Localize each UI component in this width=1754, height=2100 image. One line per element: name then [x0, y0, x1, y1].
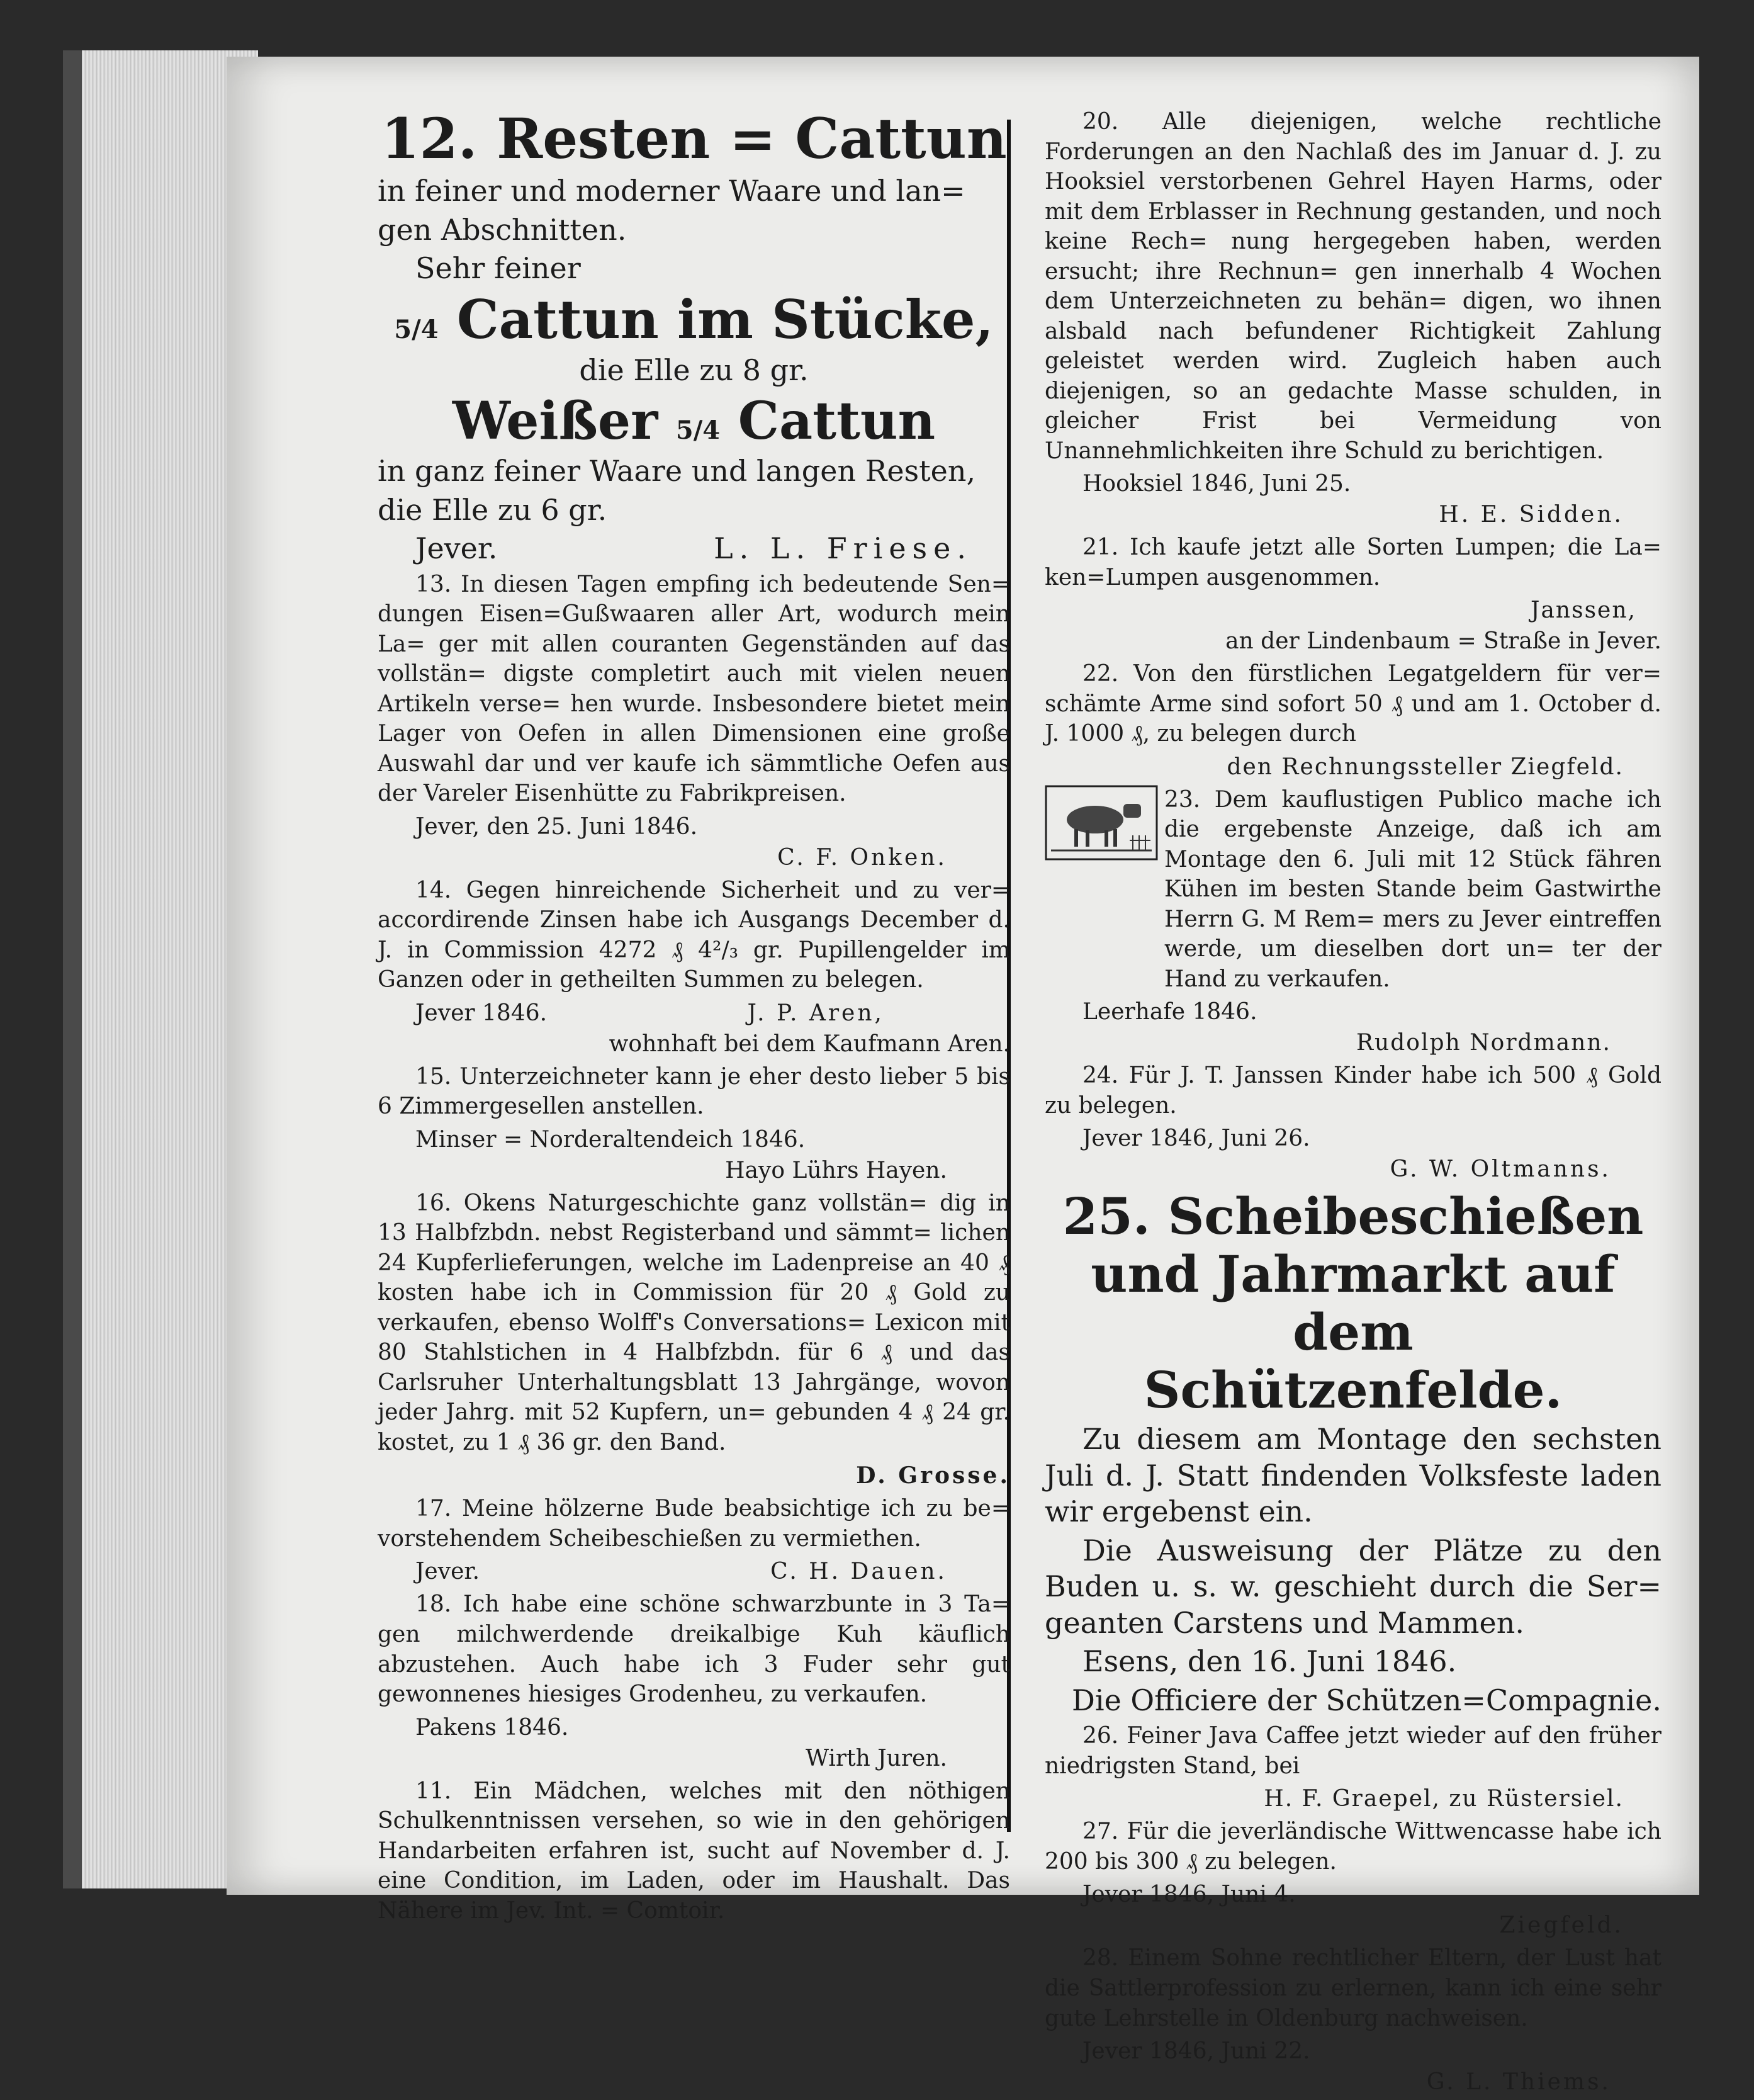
ad23-signature: Rudolph Nordmann. [1356, 1030, 1611, 1056]
ad17-signature: C. H. Dauen. [770, 1559, 947, 1585]
ad14-signature2: wohnhaft bei dem Kaufmann Aren. [609, 1030, 1010, 1057]
ad12-line2: gen Abschnitten. [378, 212, 627, 247]
ad28-date: Jever 1846, Juni 22. [1082, 2038, 1310, 2065]
ad15-place: Minser = Norderaltendeich 1846. [415, 1126, 806, 1153]
left-column [378, 107, 1010, 1931]
ad28-text: 28. Einem Sohne rechtlicher Eltern, der Lust hat die Sattlerprofession zu erlernen, kann ich eine sehr gute Lehrstelle in Oldenburg nachweisen. [1045, 1945, 1661, 2031]
newspaper-page [227, 57, 1699, 2096]
ad15-text: 15. Unterzeichneter kann je eher desto lieber 5 bis 6 Zimmergesellen anstellen. [378, 1063, 1010, 1120]
ad12-title3 [378, 392, 1010, 451]
ad16-signature: D. Grosse. [856, 1462, 1010, 1489]
ad12-signature: L. L. Friese. [714, 531, 972, 566]
ad21-text: 21. Ich kaufe jetzt alle Sorten Lumpen; die La= ken=Lumpen ausgenommen. [1045, 534, 1661, 590]
ad-21 [1045, 533, 1661, 654]
ad21-signature: Janssen, [1531, 597, 1636, 624]
ad-12 [378, 107, 1010, 567]
ad25-date: Esens, den 16. Juni 1846. [1082, 1644, 1457, 1679]
ad24-date: Jever 1846, Juni 26. [1082, 1126, 1310, 1152]
ad25-number: 25. [1062, 1187, 1150, 1246]
ad-27 [1045, 1817, 1661, 1938]
ad12-line3: in ganz feiner Waare und langen Resten, [378, 454, 976, 488]
ad20-text: 20. Alle diejenigen, welche rechtliche Forderungen an den Nachlaß des im Januar d. J. zu Hooksiel verstorbenen Gehrel Hayen Harms, oder mit dem Erblasser in Rechnung gestanden, und noch keine Rech= nung hergegeben haben, werden ersucht; ihre Rechnun= gen innerhalb 4 Wochen dem Unterzeichneten zu behän= digen, wo ihnen alsbald nach befundener Richtigkeit Zahlung geleistet werden wird. Zugleich haben auch diejenigen, so an gedachte Masse schulden, in gleicher Frist bei Vermeidung von Unannehmlichkeiten ihre Schuld zu berichtigen. [1045, 109, 1661, 464]
ad17-place: Jever. [415, 1559, 480, 1585]
ad25-title2: und Jahrmarkt auf dem [1091, 1245, 1616, 1362]
ad28-signature: G. L. Thiems. [1426, 2069, 1611, 2096]
ad-18 [378, 1589, 1010, 1771]
ad12-title-text: Resten = Cattun [497, 106, 1007, 171]
ad18-signature: Wirth Juren. [806, 1745, 947, 1771]
ad-16 [378, 1188, 1010, 1489]
ad12-title3b: Cattun [738, 390, 936, 451]
ad-17 [378, 1494, 1010, 1589]
ad12-title3a: Weißer [452, 390, 658, 451]
ad12-fraction2: 5/4 [675, 415, 721, 445]
ad18-text: 18. Ich habe eine schöne schwarzbunte in 3 Ta= gen milchwerdende dreikalbige Kuh käuflich abzustehen. Auch habe ich 3 Fuder sehr gut gewonnenes hiesiges Grodenheu, zu verkaufen. [378, 1591, 1010, 1708]
ad12-footer [378, 531, 1010, 567]
ad14-text: 14. Gegen hinreichende Sicherheit und zu ver= accordirende Zinsen habe ich Ausgangs December d. J. in Commission 4272 ₰ 4²/₃ gr. Pupillengelder im Ganzen oder in getheilten Summen zu belegen. [378, 877, 1010, 993]
ad-28 [1045, 1943, 1661, 2095]
ad25-paragraph1: Zu diesem am Montage den sechsten Juli d. J. Statt findenden Volksfeste laden wir ergebenst ein. [1045, 1422, 1661, 1529]
ad-13 [378, 570, 1010, 871]
ad23-place: Leerhafe 1846. [1082, 999, 1257, 1025]
ad27-text: 27. Für die jeverländische Wittwencasse habe ich 200 bis 300 ₰ zu belegen. [1045, 1819, 1661, 1875]
ad12-price1: die Elle zu 8 gr. [579, 353, 809, 388]
ad-23 [1045, 785, 1661, 1056]
ad-22 [1045, 659, 1661, 780]
ad21-signature2: an der Lindenbaum = Straße in Jever. [1225, 628, 1661, 655]
ad20-date: Hooksiel 1846, Juni 25. [1082, 471, 1351, 497]
ad14-place: Jever 1846. [415, 1000, 548, 1026]
ad17-text: 17. Meine hölzerne Bude beabsichtige ich zu be= vorstehendem Scheibeschießen zu vermiethen. [378, 1496, 1010, 1552]
ad26-text: 26. Feiner Java Caffee jetzt wieder auf den früher niedrigsten Stand, bei [1045, 1723, 1661, 1779]
ad12-fraction1: 5/4 [394, 314, 439, 344]
ad11-text: 11. Ein Mädchen, welches mit den nöthigen Schulkenntnissen versehen, so wie in den gehörigen Handarbeiten erfahren ist, sucht auf November d. J. eine Condition, im Laden, oder im Haushalt. Das Nähere im Jev. Int. = Comtoir. [378, 1778, 1010, 1924]
ad15-signature: Hayo Lührs Hayen. [725, 1157, 947, 1183]
ad12-line4: die Elle zu 6 gr. [378, 492, 607, 527]
ad-25 [1045, 1187, 1661, 1719]
ad12-line1: in feiner und moderner Waare und lan= [378, 174, 965, 208]
ad23-body [1045, 785, 1661, 1000]
ad14-signature: J. P. Aren, [747, 1000, 884, 1026]
ad12-sehr: Sehr feiner [415, 251, 581, 286]
cow-icon [1045, 785, 1158, 861]
ad25-title3: Schützenfelde. [1144, 1360, 1563, 1420]
ad22-signature: den Rechnungssteller Ziegfeld. [1227, 754, 1624, 780]
ad25-title1-text: Scheibeschießen [1167, 1187, 1644, 1246]
ad-11 [378, 1776, 1010, 1926]
ad26-signature: H. F. Graepel, zu Rüstersiel. [1264, 1786, 1624, 1812]
ad-15 [378, 1062, 1010, 1183]
ad16-text: 16. Okens Naturgeschichte ganz vollstän= dig in 13 Halbfzbdn. nebst Registerband und sämmt= lichen 24 Kupferlieferungen, welche im Ladenpreise an 40 ₰ kosten habe ich in Commission für 20 ₰ Gold zu verkaufen, ebenso Wolff's Conversations= Lexicon mit 80 Stahlstichen in 4 Halbfzbdn. für 6 ₰ und das Carlsruher Unterhaltungsblatt 13 Jahrgänge, wovon jeder Jahrg. mit 52 Kupfern, un= gebunden 4 ₰ 24 gr. kostet, zu 1 ₰ 36 gr. den Band. [378, 1190, 1010, 1455]
ad-26 [1045, 1721, 1661, 1812]
ad13-date: Jever, den 25. Juni 1846. [415, 813, 698, 840]
ad13-signature: C. F. Onken. [777, 844, 947, 871]
ad13-text: 13. In diesen Tagen empfing ich bedeutende Sen= dungen Eisen=Gußwaaren aller Art, wodurch mein La= ger mit allen couranten Gegenständen auf das vollstän= digste completirt auch mit vielen neuen Artikeln verse= hen wurde. Insbesondere bietet mein Lager von Oefen in allen Dimensionen eine große Auswahl dar und ver kaufe ich sämmtliche Oefen aus der Vareler Eisenhütte zu Fabrikpreisen. [378, 571, 1010, 807]
ad12-title [378, 107, 1010, 171]
ad12-title2-text: Cattun im Stücke, [456, 288, 994, 351]
ad14-footer [378, 1000, 1010, 1031]
ad23-text: 23. Dem kauflustigen Publico mache ich die ergebenste Anzeige, daß ich am Montage den 6. Juli mit 12 Stück fähren Kühen im besten Stande beim Gastwirthe Herrn G. M Rem= mers zu Jever eintreffen werde, um dieselben dort un= ter der Hand zu verkaufen. [1164, 786, 1661, 992]
ad-20 [1045, 107, 1661, 528]
ad12-number: 12. [381, 106, 478, 171]
ad25-paragraph2: Die Ausweisung der Plätze zu den Buden u. s. w. geschieht durch die Ser= geanten Carstens und Mammen. [1045, 1533, 1661, 1640]
ad12-place: Jever. [415, 531, 498, 566]
ad17-footer [378, 1559, 1010, 1589]
ad-24 [1045, 1061, 1661, 1182]
ad22-text: 22. Von den fürstlichen Legatgeldern für ver= schämte Arme sind sofort 50 ₰ und am 1. October d. J. 1000 ₰, zu belegen durch [1045, 661, 1661, 747]
ad-14 [378, 876, 1010, 1057]
ad24-signature: G. W. Oltmanns. [1390, 1156, 1611, 1183]
ad24-text: 24. Für J. T. Janssen Kinder habe ich 500 ₰ Gold zu belegen. [1045, 1063, 1661, 1119]
ad18-place: Pakens 1846. [415, 1714, 569, 1741]
ad27-date: Jever 1846, Juni 4. [1082, 1882, 1296, 1908]
ad12-title2 [378, 290, 1010, 351]
ad20-signature: H. E. Sidden. [1439, 502, 1624, 528]
right-column [1045, 107, 1661, 2100]
ad25-signature: Die Officiere der Schützen=Compagnie. [1071, 1683, 1661, 1717]
ad25-title1 [1045, 1187, 1661, 1245]
ad27-signature: Ziegfeld. [1499, 1912, 1624, 1939]
